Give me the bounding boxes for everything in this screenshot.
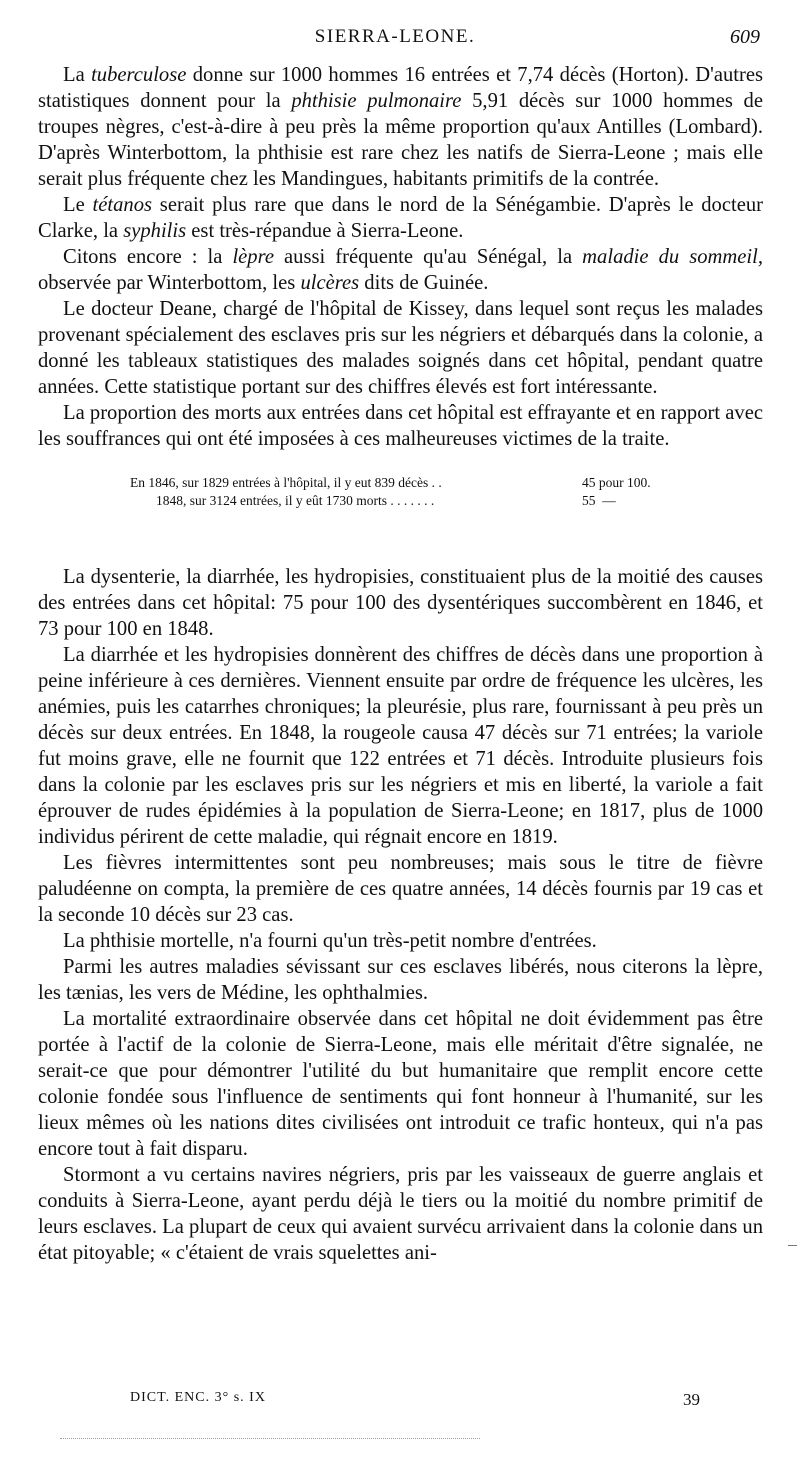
text-run: aussi fréquente qu'au Sénégal, la bbox=[274, 246, 583, 268]
running-header bbox=[30, 26, 760, 56]
text-run: La diarrhée et les hydropisies donnèrent des chiffres de décès dans une proportion à peine inférieure à ces dernières. Viennent ensuite par ordre de fréquence les ulcères, les anémies, puis les catarrhes chroniques; la pleurésie, plus rare, fournissant à peu près un décès sur deux entrées. En 1848, la rougeole causa 47 décès sur 71 entrées; la variole fut moins grave, elle ne fournit que 122 entrées et 71 décès. Introduite plusieurs fois dans la colonie par les esclaves pris sur les négriers et mis en liberté, la variole a fait éprouver de rudes épidémies à la population de Sierra-Leone; en 1817, plus de 1000 individus périrent de cette maladie, qui régnait encore en 1819. bbox=[38, 644, 763, 848]
text-run: Le bbox=[63, 194, 93, 216]
table-row-value: 55 — bbox=[582, 493, 616, 508]
text-run: La mortalité extraordinaire observée dans cet hôpital ne doit évidemment pas être portée à l'actif de la colonie de Sierra-Leone, mais elle méritait d'être signalée, ne serait-ce que pour démontrer l'utilité du but humanitaire que remplit encore cette colonie fondée sous l'influence de sentiments qui font honneur à l'humanité, sur les lieux mêmes où les nations dites civilisées ont introduit ce trafic honteux, qui n'a pas encore tout à fait disparu. bbox=[38, 1008, 763, 1160]
italic-term: tuberculose bbox=[91, 64, 187, 86]
page-footer bbox=[130, 1390, 700, 1412]
table-row bbox=[38, 492, 763, 510]
text-run: La proportion des morts aux entrées dans cet hôpital est effrayante et en rapport avec les souffrances qui ont été imposées à ces malheureuses victimes de la traite. bbox=[38, 402, 763, 450]
text-run: Les fièvres intermittentes sont peu nombreuses; mais sous le titre de fièvre paludéenne on compta, la première de ces quatre années, 14 décès fournis par 19 cas et la seconde 10 décès sur 23 cas. bbox=[38, 852, 763, 926]
table-row bbox=[38, 474, 763, 492]
page-number: 609 bbox=[730, 26, 760, 48]
italic-term: ulcères bbox=[300, 272, 360, 294]
paragraph bbox=[38, 62, 763, 192]
table-row-text: En 1846, sur 1829 entrées à l'hôpital, il y eut 839 décès . . bbox=[130, 475, 442, 490]
mortality-table bbox=[38, 474, 763, 510]
text-run: Le docteur Deane, chargé de l'hôpital de Kissey, dans lequel sont reçus les malades provenant spécialement des esclaves pris sur les négriers et débarqués dans la colonie, a donné les tableaux statistiques des malades soignés dans cet hôpital, pendant quatre années. Cette statistique portant sur des chiffres élevés est fort intéressante. bbox=[38, 298, 763, 398]
text-run: Citons encore : la bbox=[63, 246, 233, 268]
paragraph bbox=[38, 928, 763, 954]
table-row-text: 1848, sur 3124 entrées, il y eût 1730 morts . . . . . . . bbox=[156, 493, 435, 508]
text-run: 5,91 décès sur 1000 hommes de troupes nègres, c'est-à-dire à peu près la même proportion qu'aux Antilles (Lombard). D'après Winterbottom, la phthisie est rare chez les natifs de Sierra-Leone ; mais elle serait plus fréquente chez les Mandingues, habitants primitifs de la contrée. bbox=[38, 90, 763, 190]
text-run: La phthisie mortelle, n'a fourni qu'un très-petit nombre d'entrées. bbox=[63, 930, 597, 952]
paragraph bbox=[38, 192, 763, 244]
table-row-value: 45 pour 100. bbox=[582, 475, 651, 490]
italic-term: tétanos bbox=[92, 194, 153, 216]
text-run: donne sur 1000 hommes 16 entrées et 7,74 décès (Horton). D'autres statistiques donnent pour la bbox=[38, 64, 763, 112]
paragraph bbox=[38, 850, 763, 928]
text-run: Stormont a vu certains navires négriers, pris par les vaisseaux de guerre anglais et conduits à Sierra-Leone, ayant perdu déjà le tiers ou la moitié du nombre primitif de leurs esclaves. La plupart de ceux qui avaient survécu arrivaient dans la colonie dans un état pitoyable; « c'étaient de vrais squelettes ani- bbox=[38, 1164, 763, 1264]
paragraph bbox=[38, 642, 763, 850]
text-run: Parmi les autres maladies sévissant sur ces esclaves libérés, nous citerons la lèpre, les tænias, les vers de Médine, les ophthalmies. bbox=[38, 956, 763, 1004]
paragraph bbox=[38, 564, 763, 642]
text-run: La dysenterie, la diarrhée, les hydropisies, constituaient plus de la moitié des causes des entrées dans cet hôpital: 75 pour 100 des dysentériques succombèrent en 1846, et 73 pour 100 en 1848. bbox=[38, 566, 763, 640]
text-run: observée par Winterbottom, les bbox=[38, 272, 301, 294]
italic-term: lèpre bbox=[232, 246, 274, 268]
italic-term: syphilis bbox=[123, 220, 187, 242]
text-run: serait plus rare que dans le nord de la Sénégambie. D'après le docteur Clarke, la bbox=[38, 194, 764, 242]
text-run: est très-répandue à Sierra-Leone. bbox=[186, 220, 464, 242]
sheet-number: 39 bbox=[683, 1390, 700, 1409]
running-title: SIERRA-LEONE. bbox=[314, 26, 476, 47]
paragraph bbox=[38, 1006, 763, 1162]
italic-term: maladie du sommeil, bbox=[582, 246, 763, 268]
paragraph bbox=[38, 954, 763, 1006]
paragraph bbox=[38, 1162, 763, 1266]
paragraph bbox=[38, 296, 763, 400]
margin-mark bbox=[788, 1245, 797, 1246]
paragraph bbox=[38, 244, 763, 296]
page-body bbox=[38, 62, 763, 1266]
text-run: La bbox=[63, 64, 92, 86]
bottom-divider bbox=[60, 1438, 480, 1439]
paragraph bbox=[38, 400, 763, 452]
text-run: dits de Guinée. bbox=[359, 272, 489, 294]
italic-term: phthisie pulmonaire bbox=[291, 90, 462, 112]
signature-mark: DICT. ENC. 3° s. IX bbox=[130, 1390, 266, 1405]
